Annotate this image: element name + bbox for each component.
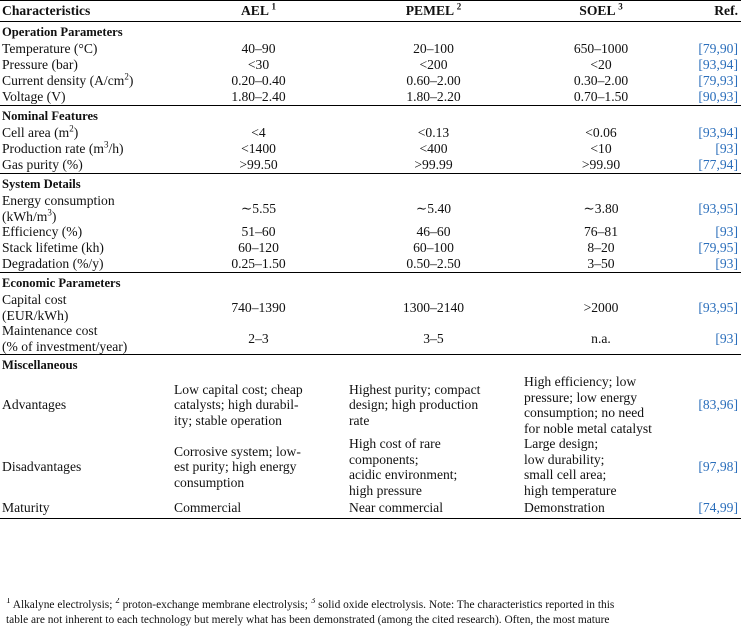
section-row bbox=[0, 174, 741, 194]
section-misc: Miscellaneous bbox=[2, 358, 78, 373]
cell-ael: Corrosive system; low- est purity; high energy consumption bbox=[174, 443, 301, 490]
table-row bbox=[0, 323, 741, 355]
citation-link[interactable]: [93] bbox=[680, 256, 741, 273]
cell-ael: 60–120 bbox=[238, 240, 279, 256]
row-label: Disadvantages bbox=[2, 459, 82, 475]
citation-link[interactable]: [93] bbox=[680, 323, 741, 355]
cell-pemel: <400 bbox=[419, 141, 448, 157]
table-row bbox=[0, 498, 741, 519]
citation-link[interactable]: [93,95] bbox=[698, 200, 738, 216]
cell-pemel: High cost of rare components; acidic environment; high pressure bbox=[349, 436, 458, 498]
cell-soel: n.a. bbox=[520, 323, 680, 355]
section-economic: Economic Parameters bbox=[2, 276, 121, 291]
citation-link[interactable]: [77,94] bbox=[680, 157, 741, 174]
table-row bbox=[0, 57, 741, 73]
table-row bbox=[0, 157, 741, 174]
cell-soel: 8–20 bbox=[587, 240, 615, 256]
table-row bbox=[0, 436, 741, 498]
row-label: Efficiency (%) bbox=[2, 224, 83, 240]
row-label: Gas purity (%) bbox=[0, 157, 170, 174]
cell-soel: <0.06 bbox=[585, 125, 617, 141]
table-row bbox=[0, 89, 741, 106]
cell-ael: 740–1390 bbox=[231, 299, 286, 315]
table-row bbox=[0, 141, 741, 157]
section-row bbox=[0, 273, 741, 293]
cell-pemel: 1300–2140 bbox=[402, 299, 465, 315]
citation-link[interactable]: [93] bbox=[715, 141, 738, 157]
citation-link[interactable]: [93,94] bbox=[698, 57, 738, 73]
citation-link[interactable]: [97,98] bbox=[698, 459, 738, 475]
table-row bbox=[0, 125, 741, 141]
cell-pemel: ∼5.40 bbox=[415, 200, 452, 216]
citation-link[interactable]: [90,93] bbox=[680, 89, 741, 106]
header-ael: AEL $^1$ bbox=[170, 1, 345, 22]
cell-ael: Commercial bbox=[170, 498, 345, 519]
header-characteristics: Characteristics bbox=[0, 1, 170, 22]
section-operation: Operation Parameters bbox=[2, 25, 123, 40]
row-label: Degradation (%/y) bbox=[0, 256, 170, 273]
cell-pemel: <0.13 bbox=[417, 125, 450, 141]
header-soel: SOEL $^3$ bbox=[520, 1, 680, 22]
cell-soel: >99.90 bbox=[520, 157, 680, 174]
row-label: Cell area $(m^2)$ bbox=[2, 123, 79, 141]
table-row bbox=[0, 193, 741, 224]
table-row bbox=[0, 374, 741, 436]
cell-pemel: 46–60 bbox=[416, 224, 451, 240]
table-row bbox=[0, 292, 741, 323]
cell-soel: 0.70–1.50 bbox=[520, 89, 680, 106]
cell-soel: Large design; low durability; small cell area; high temperature bbox=[524, 436, 617, 498]
cell-pemel: 60–100 bbox=[413, 240, 454, 256]
cell-soel: 0.30–2.00 bbox=[573, 73, 629, 89]
cell-pemel: 0.60–2.00 bbox=[406, 73, 461, 89]
citation-link[interactable]: [83,96] bbox=[698, 397, 738, 413]
cell-ael: ∼5.55 bbox=[240, 200, 277, 216]
table-row bbox=[0, 224, 741, 240]
citation-link[interactable]: [93,95] bbox=[698, 299, 738, 315]
cell-ael: 0.25–1.50 bbox=[170, 256, 345, 273]
citation-link[interactable]: [79,90] bbox=[698, 41, 738, 57]
cell-pemel: <200 bbox=[419, 57, 448, 73]
row-label: Capital cost (EUR/kWh) bbox=[2, 292, 69, 323]
cell-soel: 650–1000 bbox=[573, 41, 629, 57]
cell-pemel: >99.99 bbox=[345, 157, 520, 174]
cell-pemel: 20–100 bbox=[413, 41, 454, 57]
row-label: Temperature (°C) bbox=[2, 41, 98, 57]
cell-ael: 51–60 bbox=[241, 224, 276, 240]
cell-ael: 2–3 bbox=[170, 323, 345, 355]
citation-link[interactable]: [79,95] bbox=[698, 240, 738, 256]
cell-ael: 1.80–2.40 bbox=[170, 89, 345, 106]
cell-pemel: 1.80–2.20 bbox=[345, 89, 520, 106]
header-ref: Ref. bbox=[680, 1, 741, 22]
cell-soel: <20 bbox=[590, 57, 612, 73]
section-nominal: Nominal Features bbox=[2, 109, 98, 124]
cell-ael: <4 bbox=[251, 125, 266, 141]
citation-link[interactable]: [93,94] bbox=[698, 125, 738, 141]
cell-pemel: 0.50–2.50 bbox=[345, 256, 520, 273]
cell-pemel: Near commercial bbox=[345, 498, 520, 519]
cell-soel: <10 bbox=[590, 141, 612, 157]
row-label: Maintenance cost (% of investment/year) bbox=[0, 323, 170, 355]
cell-soel: 3–50 bbox=[520, 256, 680, 273]
cell-ael: 0.20–0.40 bbox=[231, 73, 286, 89]
cell-soel: 76–81 bbox=[584, 224, 618, 240]
table-footnote bbox=[0, 598, 741, 628]
cell-pemel: 3–5 bbox=[345, 323, 520, 355]
table-header-row bbox=[0, 1, 741, 22]
cell-ael: >99.50 bbox=[170, 157, 345, 174]
citation-link[interactable]: [79,93] bbox=[698, 73, 738, 89]
table-row bbox=[0, 41, 741, 57]
header-pemel: PEMEL $^2$ bbox=[345, 1, 520, 22]
row-label: Production rate $(m^3/h)$ bbox=[2, 139, 124, 157]
table-row bbox=[0, 73, 741, 89]
table-row bbox=[0, 240, 741, 256]
row-label: Voltage (V) bbox=[0, 89, 170, 106]
cell-ael: <1400 bbox=[241, 141, 276, 157]
cell-pemel: Highest purity; compact design; high production rate bbox=[349, 381, 481, 428]
row-label: Current density $(A/cm^2)$ bbox=[2, 71, 134, 89]
cell-soel: ∼3.80 bbox=[583, 200, 619, 216]
table-row bbox=[0, 256, 741, 273]
cell-ael: Low capital cost; cheap catalysts; high durabil- ity; stable operation bbox=[174, 381, 303, 428]
cell-ael: 40–90 bbox=[241, 41, 276, 57]
footnote-line-2: table are not inherent to each technology but merely what has been demonstrated (among the cited research). Often, the most mature bbox=[6, 614, 610, 626]
row-label: Advantages bbox=[2, 397, 67, 413]
cell-soel: Demonstration bbox=[520, 498, 680, 519]
row-label: Maturity bbox=[0, 498, 170, 519]
row-label: Pressure (bar) bbox=[2, 57, 78, 73]
citation-link[interactable]: [74,99] bbox=[680, 498, 741, 519]
section-row bbox=[0, 106, 741, 126]
row-label: Stack lifetime (kh) bbox=[2, 240, 104, 256]
cell-soel: >2000 bbox=[583, 299, 619, 315]
section-system: System Details bbox=[2, 177, 81, 192]
citation-link[interactable]: [93] bbox=[715, 224, 738, 240]
row-label: Energy consumption $(kWh/m^3)$ bbox=[2, 193, 115, 224]
cell-ael: <30 bbox=[247, 57, 270, 73]
footnote-line-1: $^1$ Alkalyne electrolysis; $^2$ proton-exchange membrane electrolysis; $^3$ solid oxide electrolysis. Note: The characteristics reported in this bbox=[6, 598, 615, 611]
cell-soel: High efficiency; low pressure; low energy consumption; no need for noble metal catalyst bbox=[524, 374, 652, 436]
section-row bbox=[0, 22, 741, 42]
section-row bbox=[0, 355, 741, 375]
